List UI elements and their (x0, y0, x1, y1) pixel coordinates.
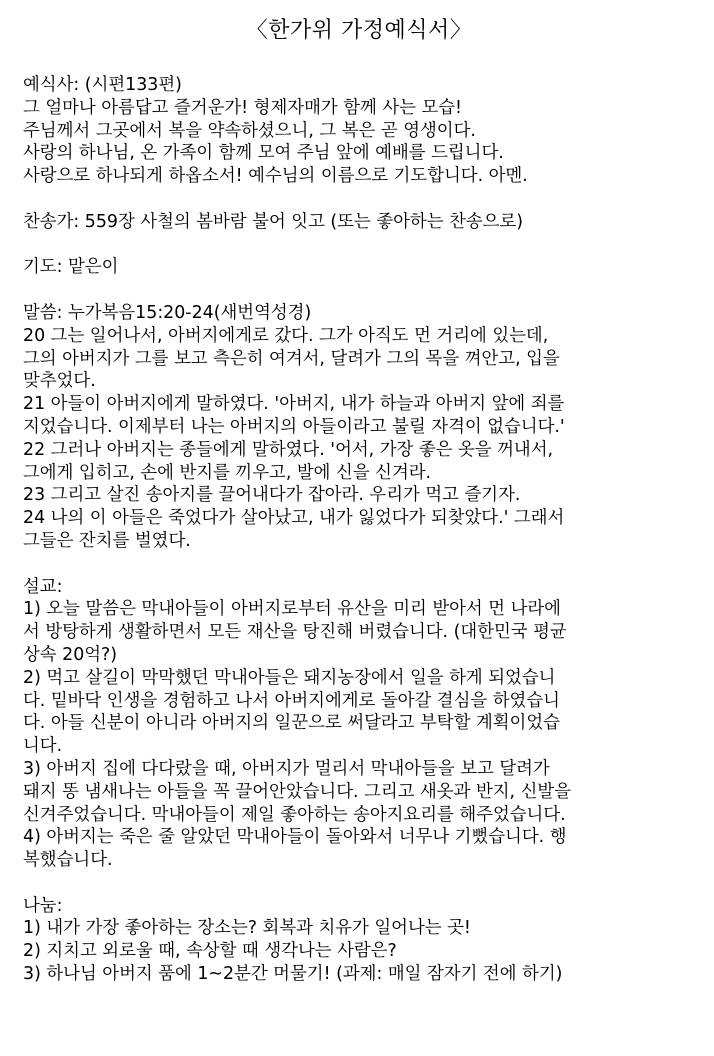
scripture-line: 그들은 잔치를 벌였다. (23, 530, 191, 551)
scripture-line: 23 그리고 살진 송아지를 끌어내다가 잡아라. 우리가 먹고 즐기자. (23, 485, 521, 506)
invocation-line: 그 얼마나 아름답고 즐거운가! 형제자매가 함께 사는 모습! (23, 97, 463, 118)
sermon-line: 2) 먹고 살길이 막막했던 막내아들은 돼지농장에서 일을 하게 되었습니 (23, 667, 556, 688)
scripture-line: 지었습니다. 이제부터 나는 아버지의 아들이라고 불릴 자격이 없습니다.' (23, 416, 565, 437)
sermon-line: 서 방탕하게 생활하면서 모든 재산을 탕진해 버렸습니다. (대한민국 평균 (23, 622, 567, 643)
scripture-heading: 말씀: 누가복음15:20-24(새번역성경) (23, 302, 312, 323)
sermon-line: 니다. (23, 736, 63, 757)
prayer-section (23, 256, 695, 279)
sermon-line: 다. 아들 신분이 아니라 아버지의 일꾼으로 써달라고 부탁할 계획이었습 (23, 713, 560, 734)
invocation-heading: 예식사: (시편133편) (23, 75, 182, 95)
section-spacer (23, 553, 695, 576)
sharing-section (23, 895, 695, 986)
scripture-line: 그에게 입히고, 손에 반지를 끼우고, 발에 신을 신겨라. (23, 462, 432, 483)
sermon-line: 돼지 똥 냄새나는 아들을 꼭 끌어안았습니다. 그리고 새옷과 반지, 신발을 (23, 781, 571, 802)
invocation-line: 사랑으로 하나되게 하옵소서! 예수님의 이름으로 기도합니다. 아멘. (23, 166, 528, 187)
section-spacer (23, 872, 695, 895)
sermon-line: 1) 오늘 말씀은 막내아들이 아버지로부터 유산을 미리 받아서 먼 나라에 (23, 599, 561, 620)
prayer-line: 기도: 맡은이 (23, 257, 119, 278)
scripture-line: 그의 아버지가 그를 보고 측은히 여겨서, 달려가 그의 목을 껴안고, 입을 (23, 348, 560, 369)
scripture-section (23, 302, 695, 553)
sharing-line: 2) 지치고 외로울 때, 속상할 때 생각나는 사람은? (23, 941, 397, 962)
invocation-line: 사랑의 하나님, 온 가족이 함께 모여 주님 앞에 예배를 드립니다. (23, 143, 504, 164)
scripture-line: 24 나의 이 아들은 죽었다가 살아났고, 내가 잃었다가 되찾았다.' 그래서 (23, 508, 565, 529)
section-spacer (23, 279, 695, 302)
sharing-line: 1) 내가 가장 좋아하는 장소는? 회복과 치유가 일어나는 곳! (23, 918, 471, 939)
sermon-line: 4) 아버지는 죽은 줄 알았던 막내아들이 돌아와서 너무나 기뻤습니다. 행 (23, 827, 567, 848)
sermon-section (23, 576, 695, 872)
sharing-heading: 나눔: (23, 895, 63, 916)
section-spacer (23, 188, 695, 211)
scripture-line: 22 그러나 아버지는 종들에게 말하였다. '어서, 가장 좋은 옷을 꺼내서, (23, 439, 554, 460)
sermon-line: 다. 밑바닥 인생을 경험하고 나서 아버지에게로 돌아갈 결심을 하였습니 (23, 690, 560, 711)
hymn-line: 찬송가: 559장 사철의 봄바람 불어 잇고 (또는 좋아하는 찬송으로) (23, 211, 524, 232)
section-spacer (23, 234, 695, 257)
sermon-heading: 설교: (23, 576, 63, 597)
scripture-line: 21 아들이 아버지에게 말하였다. '아버지, 내가 하늘과 아버지 앞에 죄를 (23, 394, 565, 415)
invocation-line: 주님께서 그곳에서 복을 약속하셨으니, 그 복은 곧 영생이다. (23, 120, 476, 141)
scripture-line: 맞추었다. (23, 371, 96, 392)
scripture-line: 20 그는 일어나서, 아버지에게로 갔다. 그가 아직도 먼 거리에 있는데, (23, 325, 549, 346)
invocation-section (23, 74, 695, 188)
document-title: 〈한가위 가정예식서〉 (245, 18, 473, 43)
sermon-line: 3) 아버지 집에 다다랐을 때, 아버지가 멀리서 막내아들을 보고 달려가 (23, 758, 550, 779)
sermon-line: 상속 20억?) (23, 644, 118, 665)
document-page (23, 14, 695, 986)
hymn-section (23, 211, 695, 234)
sharing-line: 3) 하나님 아버지 품에 1~2분간 머물기! (과제: 매일 잠자기 전에 하기) (23, 964, 563, 985)
sermon-line: 복했습니다. (23, 850, 113, 871)
sermon-line: 신겨주었습니다. 막내아들이 제일 좋아하는 송아지요리를 해주었습니다. (23, 804, 566, 825)
